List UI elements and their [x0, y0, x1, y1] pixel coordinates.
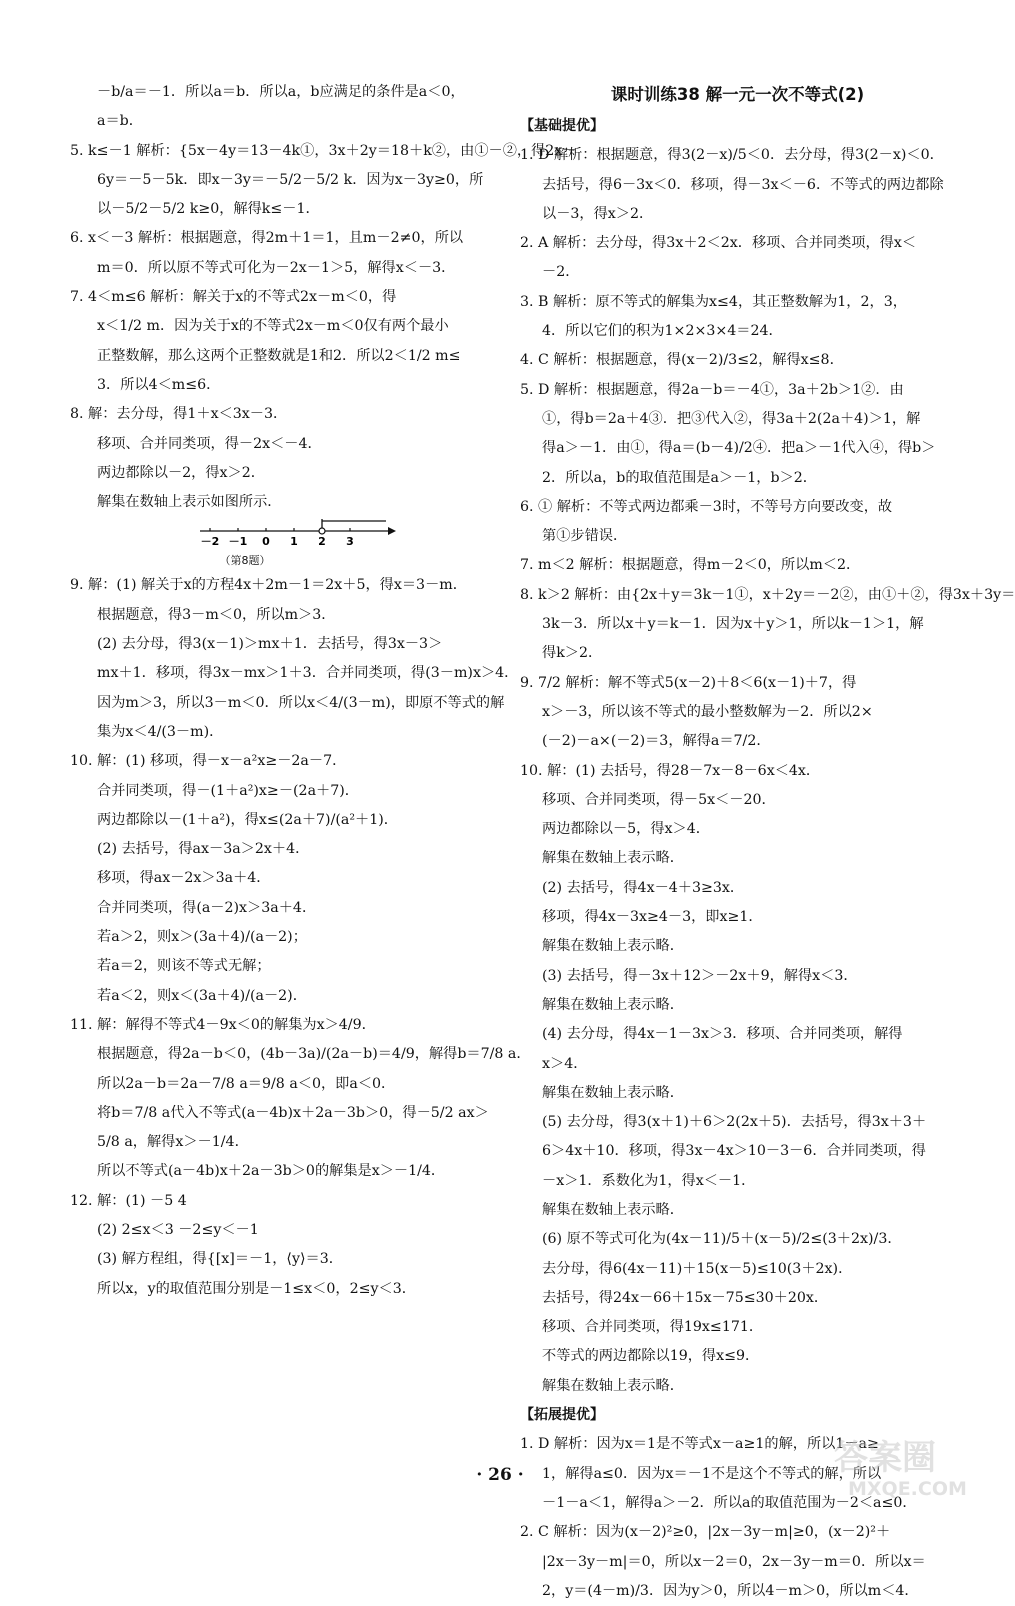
- text-line: x＜1/2 m．因为关于x的不等式2x－m＜0仅有两个最小: [97, 318, 449, 335]
- text-line: 4. C 解析：根据题意，得(x－2)/3≤2，解得x≤8．: [520, 352, 844, 369]
- text-line: 10. 解：(1) 移项，得－x－a²x≥－2a－7．: [70, 753, 347, 770]
- text-line: 解集在数轴上表示略．: [542, 1084, 684, 1101]
- text-line: 1，解得a≤0．因为x＝－1不是这个不等式的解，所以: [542, 1465, 882, 1482]
- text-line: 8. 解：去分母，得1＋x＜3x－3．: [70, 406, 288, 423]
- text-line: 得k＞2．: [542, 645, 603, 662]
- text-line: 6＞4x＋10．移项，得3x－4x＞10－3－6．合并同类项，得: [542, 1143, 926, 1160]
- text-line: (－2)－a×(－2)＝3，解得a＝7/2．: [542, 733, 771, 750]
- text-line: 6y＝－5－5k．即x－3y＝－5/2－5/2 k．因为x－3y≥0，所: [97, 171, 484, 188]
- text-line: 去括号，得6－3x＜0．移项，得－3x＜－6．不等式的两边都除: [542, 176, 944, 193]
- tick-label: 1: [290, 535, 298, 549]
- text-line: 两边都除以－(1＋a²)，得x≤(2a＋7)/(a²＋1)．: [97, 811, 398, 828]
- text-line: 所以不等式(a－4b)x＋2a－3b＞0的解集是x＞－1/4．: [97, 1163, 446, 1180]
- text-line: 得a＞－1．由①，得a＝(b－4)/2④．把a＞－1代入④，得b＞: [542, 440, 936, 457]
- text-line: x＞－3，所以该不等式的最小整数解为－2．所以2×: [542, 703, 873, 720]
- text-line: ①，得b＝2a＋4③．把③代入②，得3a＋2(2a＋4)＞1，解: [542, 410, 921, 427]
- text-line: 11. 解：解得不等式4－9x＜0的解集为x＞4/9．: [70, 1016, 376, 1033]
- figure-caption: （第8题）: [219, 554, 271, 568]
- text-line: 合并同类项，得－(1＋a²)x≥－(2a＋7)．: [97, 782, 359, 799]
- tick-label: －2: [200, 535, 220, 549]
- text-line: 2，y＝(4－m)/3．因为y＞0，所以4－m＞0，所以m＜4．: [542, 1582, 919, 1599]
- text-line: 9. 7/2 解析：解不等式5(x－2)＋8＜6(x－1)＋7，得: [520, 674, 857, 691]
- section-extension-heading: 【拓展提优】: [520, 1407, 604, 1424]
- text-line: 解集在数轴上表示略．: [542, 1377, 684, 1394]
- text-line: －x＞1．系数化为1，得x＜－1．: [542, 1172, 756, 1189]
- text-line: 移项、合并同类项，得19x≤171．: [542, 1319, 764, 1336]
- text-line: 若a＞2，则x＞(3a＋4)/(a－2)；: [97, 929, 307, 946]
- tick-label: 2: [318, 535, 326, 549]
- text-line: (2) 去分母，得3(x－1)＞mx＋1．去括号，得3x－3＞: [97, 636, 443, 653]
- text-line: (6) 原不等式可化为(4x－11)/5＋(x－5)/2≤(3＋2x)/3．: [542, 1231, 902, 1248]
- text-line: 6. ① 解析：不等式两边都乘－3时，不等号方向要改变，故: [520, 498, 893, 515]
- text-line: －2．: [542, 264, 580, 281]
- text-line: 7. 4＜m≤6 解析：解关于x的不等式2x－m＜0，得: [70, 289, 397, 306]
- text-line: mx＋1．移项，得3x－mx＞1＋3．合并同类项，得(3－m)x＞4．: [97, 665, 519, 682]
- text-line: 所以x，y的取值范围分别是－1≤x＜0，2≤y＜3．: [97, 1280, 416, 1297]
- right-lines-top: [520, 141, 1015, 1401]
- text-line: (5) 去分母，得3(x＋1)＋6＞2(2x＋5)．去括号，得3x＋3＋: [542, 1114, 927, 1131]
- number-line: [196, 521, 396, 547]
- text-line: 移项，得4x－3x≥4－3，即x≥1．: [542, 909, 763, 926]
- text-line: 3k－3．所以x＋y＝k－1．因为x＋y＞1，所以k－1＞1，解: [542, 616, 924, 633]
- text-line: 若a＜2，则x＜(3a＋4)/(a－2)．: [97, 987, 307, 1004]
- text-line: 5. D 解析：根据题意，得2a－b＝－4①，3a＋2b＞1②．由: [520, 381, 904, 398]
- text-line: 解集在数轴上表示略．: [542, 1201, 684, 1218]
- text-line: 移项、合并同类项，得－2x＜－4．: [97, 435, 322, 452]
- text-line: 6. x＜－3 解析：根据题意，得2m＋1＝1，且m－2≠0，所以: [70, 230, 464, 247]
- text-line: 因为m＞3，所以3－m＜0．所以x＜4/(3－m)，即原不等式的解: [97, 694, 505, 711]
- text-line: 若a＝2，则该不等式无解；: [97, 958, 271, 975]
- text-line: |2x－3y－m|＝0，所以x－2＝0，2x－3y－m＝0．所以x＝: [542, 1553, 926, 1570]
- number-line-figure: [70, 517, 480, 571]
- text-line: 去分母，得6(4x－11)＋15(x－5)≤10(3＋2x)．: [542, 1260, 853, 1277]
- text-line: 5. k≤－1 解析：{5x－4y＝13－4k①，3x＋2y＝18＋k②，由①－②，得2x－: [70, 142, 577, 159]
- text-line: 以－5/2－5/2 k≥0，解得k≤－1．: [97, 201, 320, 218]
- text-line: 8. k＞2 解析：由{2x＋y＝3k－1①，x＋2y＝－2②，由①＋②，得3x＋3y＝: [520, 586, 1015, 603]
- text-line: 1. D 解析：根据题意，得3(2－x)/5＜0．去分母，得3(2－x)＜0．: [520, 147, 944, 164]
- text-line: 集为x＜4/(3－m)．: [97, 723, 224, 740]
- watermark-logo: 答案圈 MXQE.COM: [834, 1438, 967, 1500]
- tick-label: －1: [228, 535, 248, 549]
- text-line: 以－3，得x＞2．: [542, 205, 654, 222]
- text-line: 2. A 解析：去分母，得3x＋2＜2x．移项、合并同类项，得x＜: [520, 235, 917, 252]
- text-line: 4．所以它们的积为1×2×3×4＝24．: [542, 323, 783, 340]
- text-line: 3. B 解析：原不等式的解集为x≤4，其正整数解为1，2，3，: [520, 293, 907, 310]
- text-line: 1. D 解析：因为x＝1是不等式x－a≥1的解，所以1－a≥: [520, 1436, 879, 1453]
- text-line: －1－a＜1，解得a＞－2．所以a的取值范围为－2＜a≤0．: [542, 1494, 917, 1511]
- text-line: 7. m＜2 解析：根据题意，得m－2＜0，所以m＜2．: [520, 557, 861, 574]
- text-line: (4) 去分母，得4x－1－3x＞3．移项、合并同类项，解得: [542, 1026, 903, 1043]
- tick-label: 0: [262, 535, 270, 549]
- tick-label: 3: [346, 535, 354, 549]
- text-line: 第①步错误．: [542, 528, 628, 545]
- text-line: 解集在数轴上表示略．: [542, 938, 684, 955]
- text-line: (2) 去括号，得4x－4＋3≥3x．: [542, 879, 745, 896]
- text-line: 解集在数轴上表示略．: [542, 850, 684, 867]
- text-line: 10. 解：(1) 去括号，得28－7x－8－6x＜4x．: [520, 762, 821, 779]
- text-line: 9. 解：(1) 解关于x的方程4x＋2m－1＝2x＋5，得x＝3－m．: [70, 577, 467, 594]
- text-line: 将b＝7/8 a代入不等式(a－4b)x＋2a－3b＞0，得－5/2 ax＞: [97, 1104, 489, 1121]
- text-line: 2．所以a，b的取值范围是a＞－1，b＞2．: [542, 469, 817, 486]
- text-line: 根据题意，得2a－b＜0，(4b－3a)/(2a－b)＝4/9，解得b＝7/8 a．: [97, 1046, 531, 1063]
- text-line: 合并同类项，得(a－2)x＞3a＋4．: [97, 899, 317, 916]
- text-line: －b/a＝－1．所以a＝b．所以a，b应满足的条件是a＜0，: [97, 84, 465, 100]
- text-line: 解集在数轴上表示如图所示．: [97, 494, 282, 511]
- text-line: (2) 2≤x＜3 －2≤y＜－1: [97, 1221, 259, 1238]
- text-line: 去括号，得24x－66＋15x－75≤30＋20x．: [542, 1289, 829, 1306]
- text-line: 所以2a－b＝2a－7/8 a＝9/8 a＜0，即a＜0．: [97, 1075, 396, 1092]
- section-basic-heading: 【基础提优】: [520, 118, 604, 134]
- text-line: (2) 去括号，得ax－3a＞2x＋4．: [97, 841, 310, 858]
- text-line: x＞4．: [542, 1055, 588, 1072]
- text-line: a＝b．: [97, 113, 143, 130]
- left-lines-bottom: [70, 571, 531, 1303]
- text-line: 解集在数轴上表示略．: [542, 996, 684, 1013]
- text-line: 3．所以4＜m≤6．: [97, 376, 221, 393]
- text-line: (3) 解方程组，得{[x]＝－1，⟨y⟩＝3．: [97, 1251, 343, 1268]
- lesson-title: 课时训练38 解一元一次不等式(2): [610, 85, 865, 104]
- text-line: 移项、合并同类项，得－5x＜－20．: [542, 791, 776, 808]
- text-line: 根据题意，得3－m＜0，所以m＞3．: [97, 606, 336, 623]
- text-line: 2. C 解析：因为(x－2)²≥0，|2x－3y－m|≥0，(x－2)²＋: [520, 1524, 891, 1541]
- text-line: 两边都除以－5，得x＞4．: [542, 821, 710, 838]
- text-line: (3) 去括号，得－3x＋12＞－2x＋9，解得x＜3．: [542, 967, 858, 984]
- right-column: [520, 78, 1015, 1606]
- text-line: 5/8 a，解得x＞－1/4．: [97, 1134, 249, 1151]
- text-line: 两边都除以－2，得x＞2．: [97, 464, 265, 481]
- text-line: 不等式的两边都除以19，得x≤9．: [542, 1348, 760, 1365]
- page-number: · 26 ·: [476, 1465, 524, 1485]
- text-line: m＝0．所以原不等式可化为－2x－1＞5，解得x＜－3．: [97, 259, 456, 276]
- text-line: 移项，得ax－2x＞3a＋4．: [97, 870, 271, 887]
- text-line: 12. 解：(1) －5 4: [70, 1192, 187, 1209]
- text-line: 正整数解，那么这两个正整数就是1和2．所以2＜1/2 m≤: [97, 347, 461, 364]
